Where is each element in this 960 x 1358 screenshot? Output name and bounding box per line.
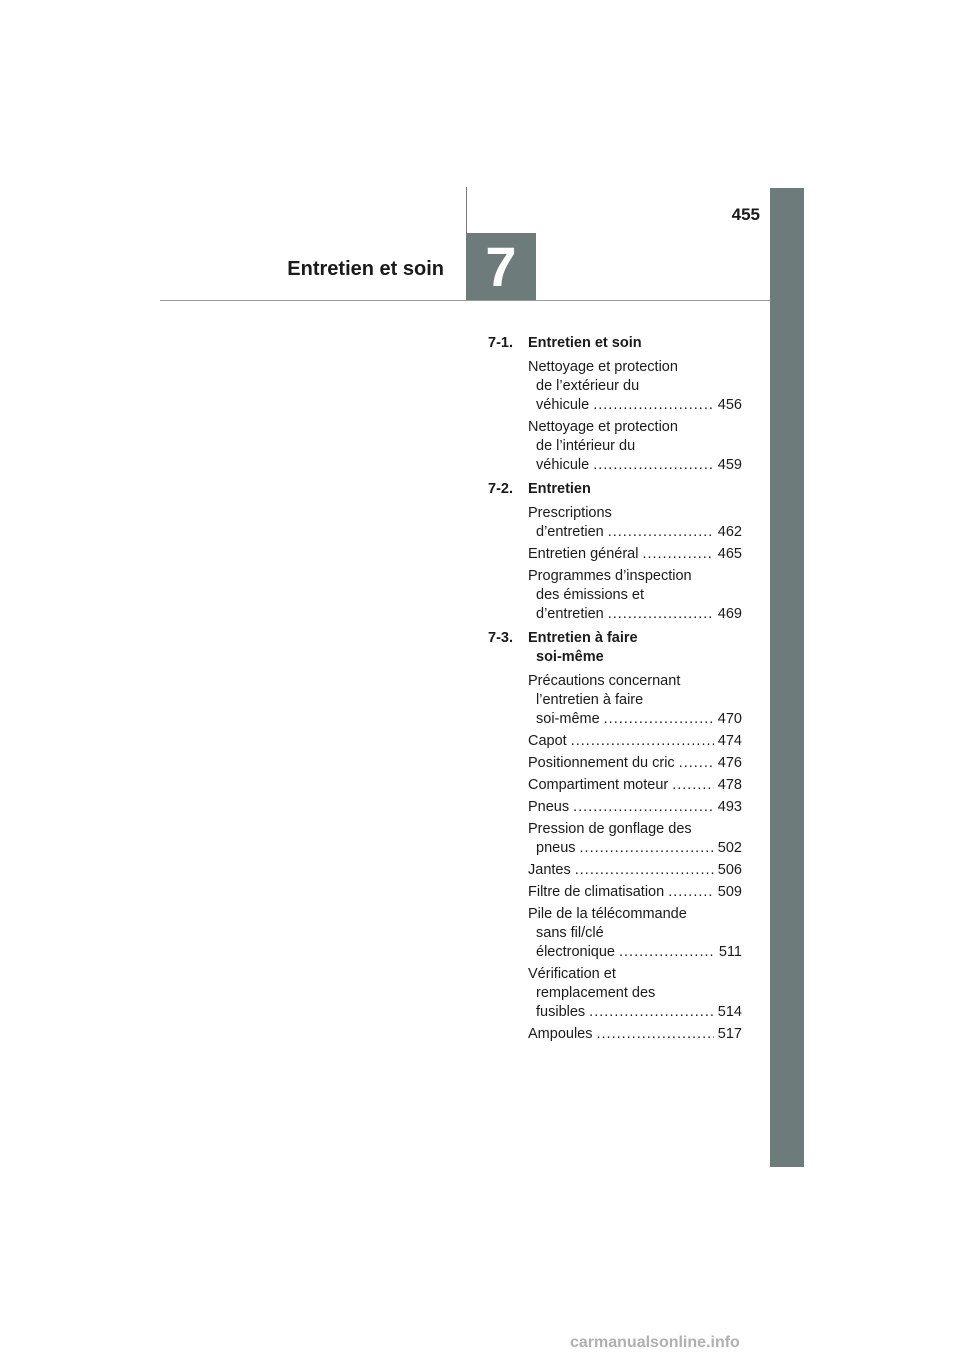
header-horizontal-rule xyxy=(160,300,770,301)
toc-entry-label: Capot xyxy=(528,733,567,749)
toc-entry-label: d’entretien xyxy=(536,606,604,622)
toc-entry-label: électronique xyxy=(536,944,615,960)
toc-entry-line xyxy=(528,456,742,475)
toc-entry-text: Nettoyage et protection xyxy=(528,419,678,435)
toc-entry-label: véhicule xyxy=(536,457,590,473)
toc-entry[interactable] xyxy=(488,1025,742,1044)
chapter-number-box: 7 xyxy=(466,233,536,300)
toc-section-heading xyxy=(488,629,742,667)
toc-page-number: 514 xyxy=(717,1004,742,1020)
toc-leader-dots xyxy=(573,798,714,817)
toc-page-number: 465 xyxy=(717,546,742,562)
toc-entry-label: d’entretien xyxy=(536,524,604,540)
toc-entry-line xyxy=(528,776,742,795)
toc-page-number: 502 xyxy=(717,840,742,856)
toc-leader-dots xyxy=(619,943,715,962)
toc-section xyxy=(488,480,742,624)
toc-entry-text: Pile de la télécommande xyxy=(528,906,687,922)
toc-entry[interactable] xyxy=(488,418,742,475)
toc-entry-line xyxy=(528,605,742,624)
toc-leader-dots xyxy=(679,754,714,773)
toc-section-title: soi-même xyxy=(536,649,604,665)
toc-entry-label: véhicule xyxy=(536,397,590,413)
toc-entry-label: Pneus xyxy=(528,799,570,815)
toc-page-number: 506 xyxy=(717,862,742,878)
toc-entry-text: Nettoyage et protection xyxy=(528,359,678,375)
toc-entry-text: Pression de gonflage des xyxy=(528,821,692,837)
toc-entry-line xyxy=(528,861,742,880)
toc-page-number: 470 xyxy=(717,711,742,727)
toc-entry[interactable] xyxy=(488,732,742,751)
toc-entry-line xyxy=(528,523,742,542)
toc-entry-text: des émissions et xyxy=(536,587,644,603)
toc-entry-line xyxy=(528,798,742,817)
toc-entry-text: de l’extérieur du xyxy=(536,378,640,394)
toc-leader-dots xyxy=(608,605,714,624)
toc-entry-label: pneus xyxy=(536,840,576,856)
toc-entry[interactable] xyxy=(488,861,742,880)
header-vertical-rule xyxy=(466,187,467,233)
toc-section xyxy=(488,334,742,475)
toc-entry-line xyxy=(528,710,742,729)
toc-leader-dots xyxy=(571,732,714,751)
toc-entry-line xyxy=(528,545,742,564)
toc-page-number: 509 xyxy=(717,884,742,900)
toc-entry-label: Filtre de climatisation xyxy=(528,884,665,900)
table-of-contents xyxy=(488,334,742,1049)
toc-entry-text: l’entretien à faire xyxy=(536,692,644,708)
toc-entry-line xyxy=(528,1025,742,1044)
toc-leader-dots xyxy=(672,776,714,795)
toc-entry-text: Programmes d’inspection xyxy=(528,568,692,584)
chapter-side-tab xyxy=(770,188,804,1167)
toc-page-number: 478 xyxy=(717,777,742,793)
toc-page-number: 459 xyxy=(717,457,742,473)
toc-page-number: 462 xyxy=(717,524,742,540)
toc-entry[interactable] xyxy=(488,820,742,858)
toc-entry-line xyxy=(528,754,742,773)
toc-page-number: 456 xyxy=(717,397,742,413)
toc-entry[interactable] xyxy=(488,754,742,773)
toc-entry[interactable] xyxy=(488,545,742,564)
toc-entry-text: Vérification et xyxy=(528,966,616,982)
toc-entry[interactable] xyxy=(488,358,742,415)
toc-entry-label: fusibles xyxy=(536,1004,586,1020)
toc-section-number: 7-3. xyxy=(488,630,513,646)
toc-page-number: 511 xyxy=(718,944,742,960)
toc-entry-text: Prescriptions xyxy=(528,505,612,521)
toc-page-number: 469 xyxy=(717,606,742,622)
toc-entry-line xyxy=(528,883,742,902)
toc-page-number: 517 xyxy=(717,1026,742,1042)
toc-leader-dots xyxy=(596,1025,713,1044)
toc-page-number: 474 xyxy=(717,733,742,749)
toc-leader-dots xyxy=(593,456,714,475)
toc-entry-line xyxy=(528,396,742,415)
toc-entry-label: Entretien général xyxy=(528,546,639,562)
toc-entry[interactable] xyxy=(488,567,742,624)
toc-leader-dots xyxy=(608,523,714,542)
toc-entry[interactable] xyxy=(488,798,742,817)
toc-entry-text: Précautions concernant xyxy=(528,673,681,689)
toc-entry-label: soi-même xyxy=(536,711,600,727)
toc-leader-dots xyxy=(580,839,714,858)
toc-entry[interactable] xyxy=(488,672,742,729)
toc-leader-dots xyxy=(575,861,714,880)
toc-entry-line xyxy=(528,732,742,751)
toc-leader-dots xyxy=(604,710,714,729)
toc-entry-label: Positionnement du cric xyxy=(528,755,675,771)
toc-entry-line xyxy=(528,943,742,962)
toc-entry[interactable] xyxy=(488,965,742,1022)
toc-entry-label: Ampoules xyxy=(528,1026,593,1042)
page-number: 455 xyxy=(731,205,760,224)
toc-leader-dots xyxy=(593,396,714,415)
toc-entry[interactable] xyxy=(488,905,742,962)
toc-leader-dots xyxy=(589,1003,714,1022)
toc-page-number: 493 xyxy=(717,799,742,815)
watermark: carmanualsonline.info xyxy=(570,1334,740,1351)
toc-section-number: 7-1. xyxy=(488,335,513,351)
toc-entry[interactable] xyxy=(488,776,742,795)
toc-entry-text: sans fil/clé xyxy=(536,925,604,941)
toc-page-number: 476 xyxy=(717,755,742,771)
toc-entry[interactable] xyxy=(488,504,742,542)
toc-entry-text: remplacement des xyxy=(536,985,656,1001)
toc-entry[interactable] xyxy=(488,883,742,902)
toc-entry-line xyxy=(528,1003,742,1022)
toc-section-title: Entretien à faire xyxy=(528,630,638,646)
toc-entry-text: de l’intérieur du xyxy=(536,438,636,454)
toc-section-heading xyxy=(488,480,742,499)
toc-section-number: 7-2. xyxy=(488,481,513,497)
toc-entry-label: Compartiment moteur xyxy=(528,777,669,793)
toc-section-heading xyxy=(488,334,742,353)
toc-section-title: Entretien xyxy=(528,481,591,497)
toc-entry-label: Jantes xyxy=(528,862,571,878)
toc-leader-dots xyxy=(668,883,714,902)
chapter-title: Entretien et soin xyxy=(287,258,444,280)
toc-section-title: Entretien et soin xyxy=(528,335,642,351)
toc-entry-line xyxy=(528,839,742,858)
toc-leader-dots xyxy=(642,545,713,564)
toc-section xyxy=(488,629,742,1044)
